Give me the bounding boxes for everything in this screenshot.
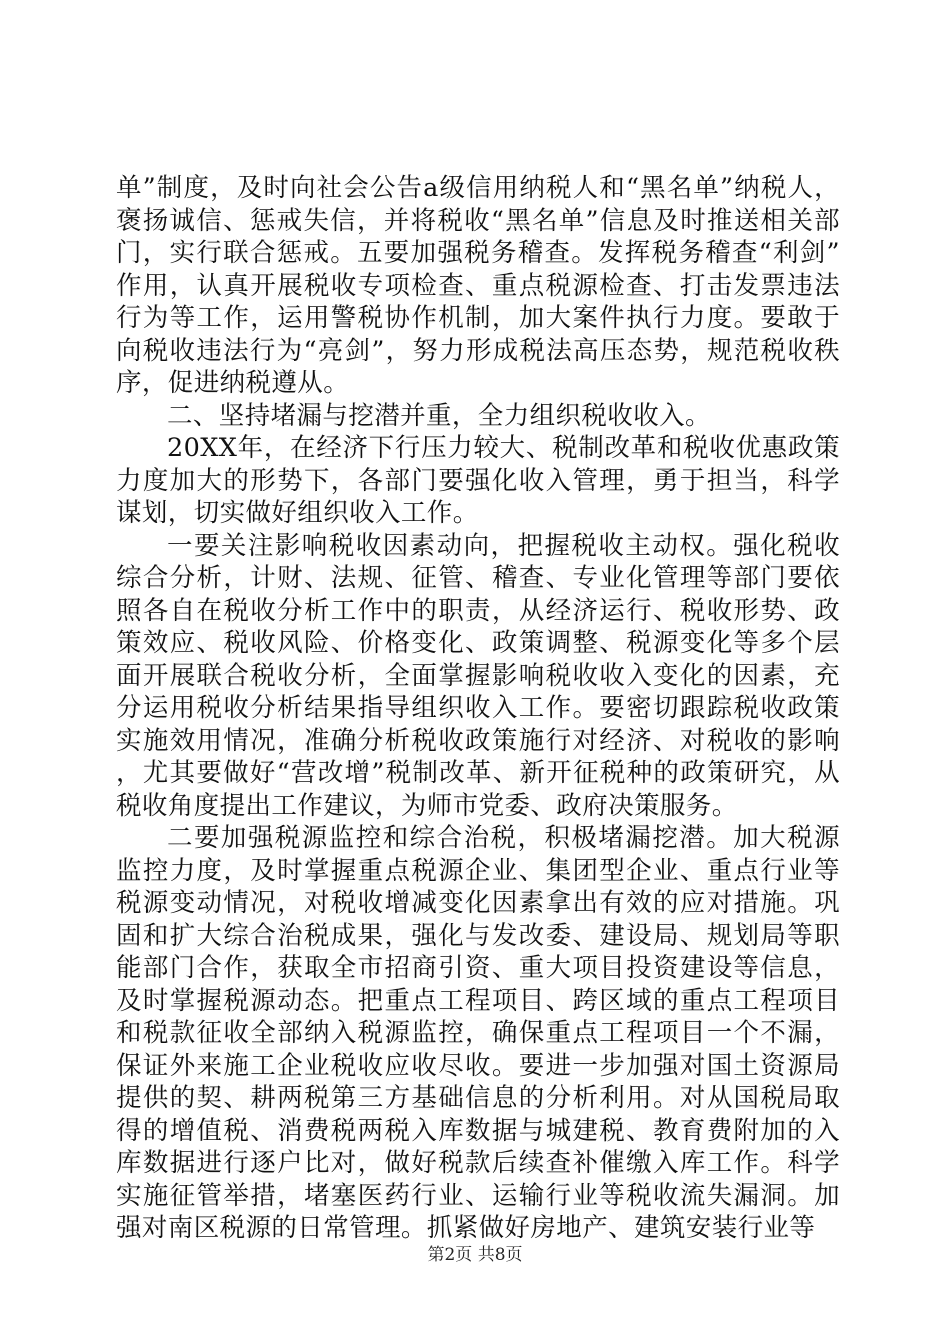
section-heading: 二、坚持堵漏与挖潜并重，全力组织税收收入。 (167, 400, 711, 431)
page-number-footer: 第2页 共8页 (427, 1245, 523, 1265)
paragraph-point-two: 二要加强税源监控和综合治税，积极堵漏挖潜。加大税源监控力度，及时掌握重点税源企业、集团型企业、重点行业等税源变动情况，对税收增减变化因素拿出有效的应对措施。巩固和扩大综合治税成果，强化与发改委、建设局、规划局等职能部门合作，获取全市招商引资、重大项目投资建设等信息，及时掌握税源动态。把重点工程项目、跨区域的重点工程项目和税款征收全部纳入税源监控，确保重点工程项目一个不漏，保证外来施工企业税收应收尽收。要进一步加强对国土资源局提供的契、耕两税第三方基础信息的分析利用。对从国税局取得的增值税、消费税两税入库数据与城建税、教育费附加的入库数据进行逐户比对，做好税款后续查补催缴入库工作。科学实施征管举措，堵塞医药行业、运输行业等税收流失漏洞。加强对南区税源的日常管理。抓紧做好房地产、建筑安装行业等 (116, 823, 840, 1243)
paragraph-intro: 20XX年，在经济下行压力较大、税制改革和税收优惠政策力度加大的形势下，各部门要强化收入管理，勇于担当，科学谋划，切实做好组织收入工作。 (116, 433, 840, 528)
document-body (116, 172, 840, 1245)
paragraph-point-one: 一要关注影响税收因素动向，把握税收主动权。强化税收综合分析，计财、法规、征管、稽查、专业化管理等部门要依照各自在税收分析工作中的职责，从经济运行、税收形势、政策效应、税收风险、价格变化、政策调整、税源变化等多个层面开展联合税收分析，全面掌握影响税收收入变化的因素，充分运用税收分析结果指导组织收入工作。要密切跟踪税收政策实施效用情况，准确分析税收政策施行对经济、对税收的影响，尤其要做好“营改增”税制改革、新开征税种的政策研究，从税收角度提出工作建议，为师市党委、政府决策服务。 (116, 530, 840, 821)
paragraph-continuation: 单”制度，及时向社会公告a级信用纳税人和“黑名单”纳税人，褒扬诚信、惩戒失信，并将税收“黑名单”信息及时推送相关部门，实行联合惩戒。五要加强税务稽查。发挥税务稽查“利剑”作用，认真开展税收专项检查、重点税源检查、打击发票违法行为等工作，运用警税协作机制，加大案件执行力度。要敢于向税收违法行为“亮剑”，努力形成税法高压态势，规范税收秩序，促进纳税遵从。 (116, 173, 840, 398)
